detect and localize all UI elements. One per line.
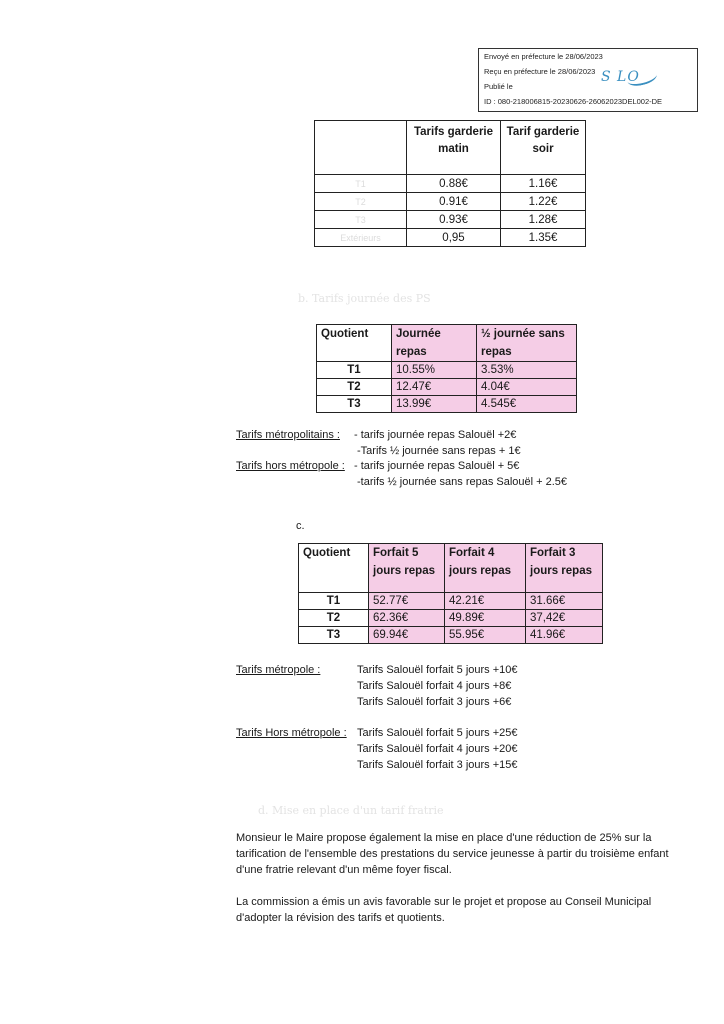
header-quotient: Quotient [317, 325, 392, 362]
cell-soir: 1.28€ [501, 211, 586, 229]
prefecture-stamp [478, 48, 698, 112]
quotient-journee-table [316, 324, 577, 413]
cell-forfait-4: 42.21€ [445, 593, 526, 610]
row-label: T1 [299, 593, 369, 610]
row-label: Extérieurs [315, 229, 407, 247]
tarifs-hors-line: Tarifs Salouël forfait 3 jours +15€ [357, 759, 518, 771]
header-empty [315, 121, 407, 175]
table-row [317, 379, 577, 396]
tarifs-metro-line: Tarifs Salouël forfait 3 jours +6€ [357, 696, 512, 708]
tarifs-metro-line: - tarifs journée repas Salouël +2€ [354, 429, 517, 441]
header-matin: Tarifs garderie matin [407, 121, 501, 175]
tarifs-metro-line: Tarifs Salouël forfait 4 jours +8€ [357, 680, 512, 692]
quotient-forfait-table [298, 543, 603, 644]
table-row [317, 362, 577, 379]
cell-forfait-5: 69.94€ [369, 627, 445, 644]
paragraph-avis-commission: La commission a émis un avis favorable sur le projet et propose au Conseil Municipal d'adopter la révision des tarifs et quotients. [236, 896, 652, 924]
tarifs-hors-line: Tarifs Salouël forfait 4 jours +20€ [357, 743, 518, 755]
table-row [299, 593, 603, 610]
tarifs-hors-line: - tarifs journée repas Salouël + 5€ [354, 460, 520, 472]
cell-matin: 0.91€ [407, 193, 501, 211]
cell-forfait-3: 31.66€ [526, 593, 603, 610]
table-header-row [315, 121, 586, 175]
tarifs-metro-line: -Tarifs ½ journée sans repas + 1€ [357, 445, 521, 457]
cell-matin: 0.88€ [407, 175, 501, 193]
section-c-label: c. [296, 520, 305, 532]
tarifs-hors-metropole-label: Tarifs hors métropole : [236, 460, 345, 472]
table-row [299, 627, 603, 644]
stamp-received-date: Reçu en préfecture le 28/06/2023 [484, 67, 596, 76]
row-label: T2 [317, 379, 392, 396]
cell-matin: 0.93€ [407, 211, 501, 229]
stamp-published: Publié le [484, 82, 513, 91]
stamp-id: ID : 080-218006815-20230626-26062023DEL002-DE [484, 97, 663, 106]
table-row [315, 211, 586, 229]
cell-forfait-3: 41.96€ [526, 627, 603, 644]
row-label: T3 [315, 211, 407, 229]
tarifs-hors-line: Tarifs Salouël forfait 5 jours +25€ [357, 727, 518, 739]
cell-forfait-5: 62.36€ [369, 610, 445, 627]
cell-journee: 12.47€ [392, 379, 477, 396]
table-row [315, 193, 586, 211]
cell-soir: 1.22€ [501, 193, 586, 211]
cell-demi: 3.53% [477, 362, 577, 379]
table-header-row [299, 544, 603, 593]
row-label: T3 [299, 627, 369, 644]
table-header-row [317, 325, 577, 362]
header-quotient: Quotient [299, 544, 369, 593]
tarifs-metropolitains-label: Tarifs métropolitains : [236, 429, 340, 441]
table-row [315, 229, 586, 247]
tarifs-hors-metropole-label: Tarifs Hors métropole : [236, 727, 347, 739]
tarifs-metro-line: Tarifs Salouël forfait 5 jours +10€ [357, 664, 518, 676]
header-soir: Tarif garderie soir [501, 121, 586, 175]
cell-forfait-4: 49.89€ [445, 610, 526, 627]
garderie-table [314, 120, 586, 247]
faded-section-b-heading: b. Tarifs journée des PS [298, 292, 431, 305]
cell-soir: 1.35€ [501, 229, 586, 247]
cell-soir: 1.16€ [501, 175, 586, 193]
faded-section-d-heading: d. Mise en place d'un tarif fratrie [258, 804, 444, 817]
row-label: T2 [299, 610, 369, 627]
row-label: T1 [315, 175, 407, 193]
row-label: T1 [317, 362, 392, 379]
cell-journee: 13.99€ [392, 396, 477, 413]
tarifs-hors-line: -tarifs ½ journée sans repas Salouël + 2.5€ [357, 476, 568, 488]
paragraph-reduction-fratrie: Monsieur le Maire propose également la mise en place d'une réduction de 25% sur la tarification de l'ensemble des prestations du service jeunesse à partir du troisième enfant d'une fratrie relevant d'un même foyer fiscal. [236, 832, 669, 876]
header-demi-journee: ½ journée sans repas [477, 325, 577, 362]
cell-forfait-4: 55.95€ [445, 627, 526, 644]
header-journee: Journée repas [392, 325, 477, 362]
cell-demi: 4.04€ [477, 379, 577, 396]
handwritten-signature: S LO [601, 69, 640, 85]
cell-journee: 10.55% [392, 362, 477, 379]
header-forfait-4: Forfait 4 jours repas [445, 544, 526, 593]
row-label: T3 [317, 396, 392, 413]
cell-forfait-5: 52.77€ [369, 593, 445, 610]
table-row [299, 610, 603, 627]
stamp-sent-date: Envoyé en préfecture le 28/06/2023 [484, 52, 603, 61]
tarifs-metropole-label: Tarifs métropole : [236, 664, 321, 676]
cell-demi: 4.545€ [477, 396, 577, 413]
table-row [315, 175, 586, 193]
row-label: T2 [315, 193, 407, 211]
cell-matin: 0,95 [407, 229, 501, 247]
table-row [317, 396, 577, 413]
cell-forfait-3: 37,42€ [526, 610, 603, 627]
header-forfait-3: Forfait 3 jours repas [526, 544, 603, 593]
header-forfait-5: Forfait 5 jours repas [369, 544, 445, 593]
